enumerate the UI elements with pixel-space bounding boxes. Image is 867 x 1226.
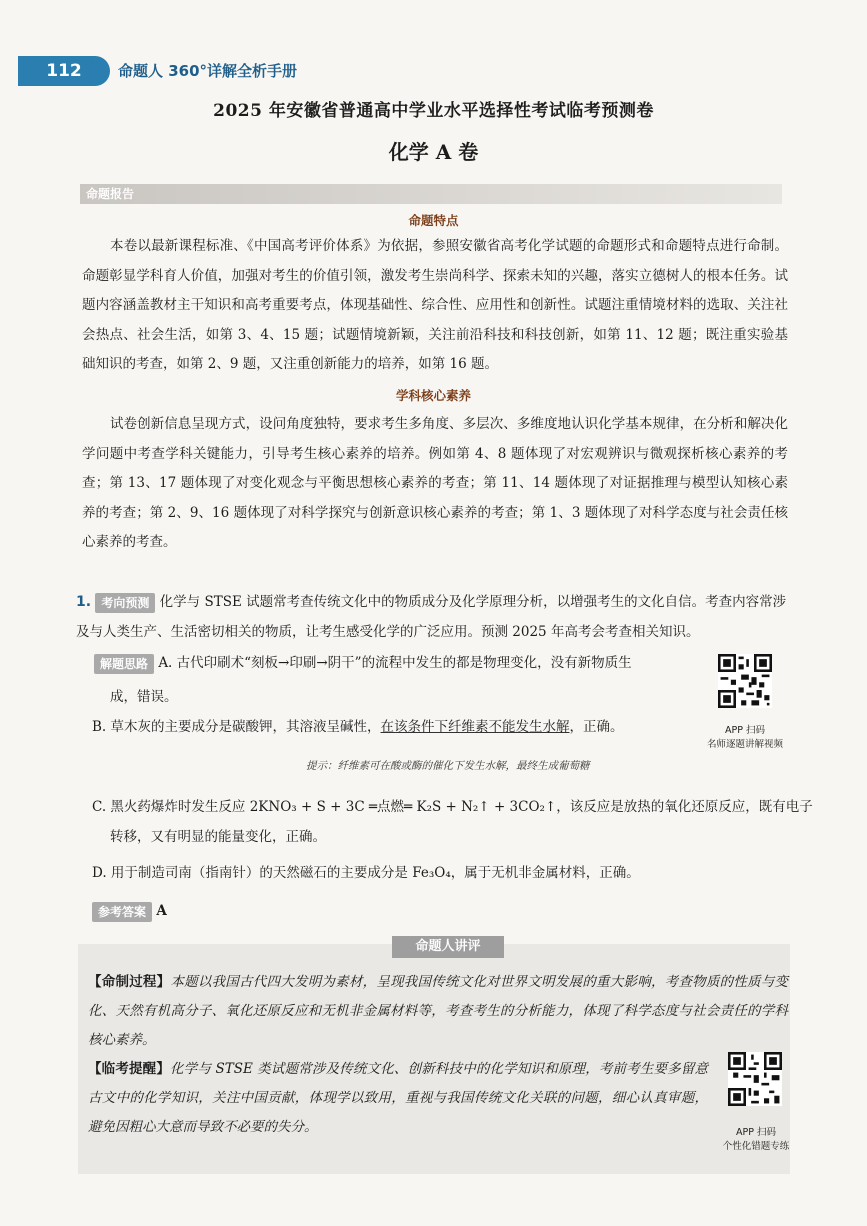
- solution-badge: 解题思路: [94, 654, 154, 674]
- process-tag: 【命制过程】: [88, 974, 171, 990]
- literacy-paragraph: [82, 410, 788, 558]
- qr-code-practice[interactable]: [728, 1052, 782, 1110]
- option-b-post: ，正确。: [569, 719, 624, 735]
- option-a-line1: [94, 652, 632, 674]
- option-b: [92, 716, 624, 738]
- page-header: [18, 56, 338, 86]
- features-paragraph: [82, 232, 788, 380]
- qr2-caption-2: 个性化错题专练: [722, 1141, 790, 1152]
- report-label: 命题报告: [86, 187, 135, 201]
- option-b-pre: B. 草木灰的主要成分是碳酸钾，其溶液呈碱性，: [92, 719, 381, 735]
- qr1-caption-2: 名师逐题讲解视频: [706, 739, 783, 750]
- question-forecast: [76, 588, 788, 647]
- option-c-text-2: 转移，又有明显的能量变化，正确。: [110, 829, 326, 845]
- answer-row: [92, 900, 167, 922]
- features-text: 本卷以最新课程标准、《中国高考评价体系》为依据，参照安徽省高考化学试题的命题形式和命题特点进行命制。命题彰显学科育人价值，加强对考生的价值引领，激发考生崇尚科学、探索未知的兴趣，落实立德树人的根本任务。试题内容涵盖教材主干知识和高考重要考点，体现基础性、综合性、应用性和创新性。试题注重情境材料的选取、关注社会热点、社会生活，如第 3、4、15 题；试题情境新颖，关注前沿科技和科技创新，如第 11、12 题；既注重实验基础知识的考查，如第 2、9 题，又注重创新能力的培养，如第 16 题。: [82, 238, 788, 372]
- hint-note: 提示：纤维素可在酸或酶的催化下发生水解，最终生成葡萄糖: [306, 760, 590, 772]
- option-c-text-1: C. 黑火药爆炸时发生反应 2KNO₃ + S + 3C ═点燃═ K₂S + N₂↑ + 3CO₂↑，该反应是放热的氧化还原反应，既有电子: [92, 799, 813, 815]
- qr2-caption-1: APP 扫码: [736, 1127, 776, 1138]
- option-d-text: D. 用于制造司南（指南针）的天然磁石的主要成分是 Fe₃O₄，属于无机非金属材料，正确。: [92, 865, 640, 881]
- forecast-badge: 考向预测: [95, 593, 155, 613]
- literacy-text: 试卷创新信息呈现方式，设问角度独特，要求考生多角度、多层次、多维度地认识化学基本规律，在分析和解决化学问题中考查学科关键能力，引导考生核心素养的培养。例如第 4、8 题体现了对宏观辨识与微观探析核心素养的考查；第 13、17 题体现了对变化观念与平衡思想核心素养的考查；第 11、14 题体现了对证据推理与模型认知核心素养的考查；第 2、9、16 题体现了对科学探究与创新意识核心素养的考查；第 1、3 题体现了对科学态度与社会责任核心素养的考查。: [82, 416, 788, 550]
- answer-badge: 参考答案: [92, 902, 152, 922]
- answer-value: A: [156, 903, 167, 919]
- section-heading-literacy: 学科核心素养: [395, 388, 471, 403]
- exam-subtitle: 化学 A 卷: [388, 140, 479, 164]
- exam-title: 2025 年安徽省普通高中学业水平选择性考试临考预测卷: [213, 101, 654, 121]
- process-text: 本题以我国古代四大发明为素材，呈现我国传统文化对世界文明发展的重大影响，考查物质的性质与变化、天然有机高分子、氧化还原反应和无机非金属材料等，考查考生的分析能力，体现了科学态度与社会责任的学科核心素养。: [88, 974, 789, 1048]
- review-heading: 命题人讲评: [392, 936, 504, 958]
- option-b-underlined: 在该条件下纤维素不能发生水解: [380, 719, 570, 735]
- qr-code-video[interactable]: [718, 654, 772, 712]
- reminder-paragraph: [88, 1055, 708, 1142]
- qr1-caption-1: APP 扫码: [725, 725, 765, 736]
- process-paragraph: [88, 968, 788, 1055]
- reminder-tag: 【临考提醒】: [88, 1061, 170, 1077]
- reminder-text: 化学与 STSE 类试题常涉及传统文化、创新科技中的化学知识和原理，考前考生要多留意古文中的化学知识，关注中国贡献，体现学以致用，重视与我国传统文化关联的问题，细心认真审题，避免因粗心大意而导致不必要的失分。: [88, 1061, 709, 1135]
- review-content: [88, 968, 788, 1142]
- report-section-bar: [80, 184, 782, 204]
- qr-code-icon: [728, 1052, 782, 1106]
- page-number: 112: [18, 56, 110, 86]
- option-a-text-2: 成，错误。: [110, 689, 178, 705]
- qr-code-icon: [718, 654, 772, 708]
- option-a-text-1: A. 古代印刷术“刻板→印刷→阴干”的流程中发生的都是物理变化，没有新物质生: [158, 655, 632, 671]
- section-heading-features: 命题特点: [408, 213, 459, 228]
- question-number: 1.: [76, 594, 92, 610]
- book-title: 命题人 360°详解全析手册: [118, 62, 298, 80]
- forecast-text: 化学与 STSE 试题常考查传统文化中的物质成分及化学原理分析，以增强考生的文化自信。考查内容常涉及与人类生产、生活密切相关的物质，让考生感受化学的广泛应用。预测 2025 年高考会考查相关知识。: [76, 594, 787, 640]
